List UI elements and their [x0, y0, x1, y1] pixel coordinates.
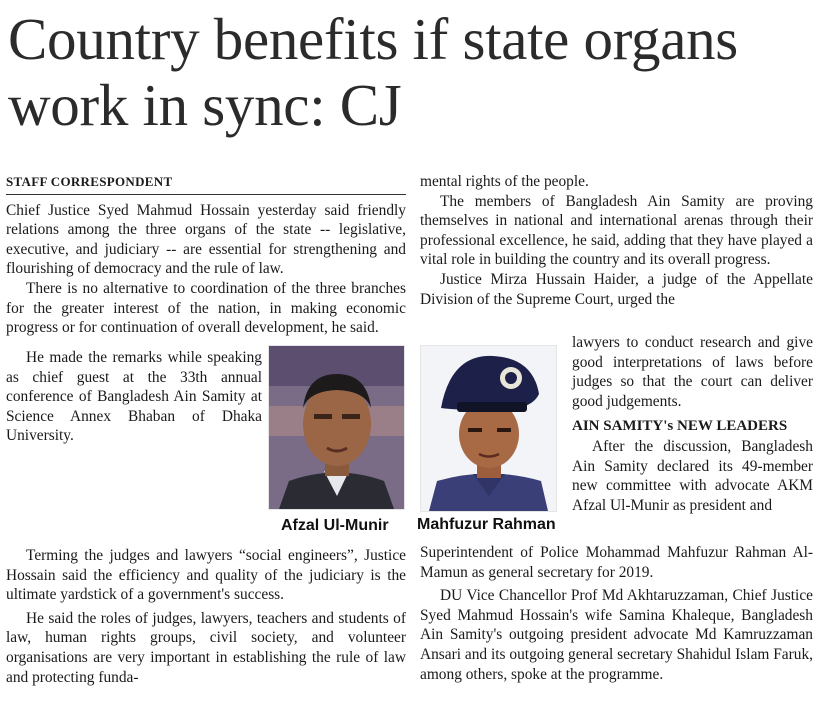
- article-column-2-wrap: [572, 333, 813, 515]
- paragraph: DU Vice Chancellor Prof Md Akhtaruzzaman, Chief Justice Syed Mahmud Hossain's wife Samina Khaleque, Bangladesh Ain Samity's outgoing president advocate Md Kamruzzaman Ansari and its outgoing general secretary Shahidul Islam Faruk, among others, spoke at the programme.: [420, 587, 813, 683]
- article-column-1-bottom: [6, 546, 406, 687]
- portrait-illustration: [269, 346, 404, 509]
- paragraph: [6, 279, 406, 338]
- byline: STAFF CORRESPONDENT: [6, 172, 406, 195]
- article-column-1-wrap: [6, 348, 262, 446]
- paragraph-text: There is no alternative to coordination of the three branches for the greater interest of the nation, in making economic progress or for continuation of overall development, he said.: [6, 279, 406, 337]
- paragraph: He said the roles of judges, lawyers, teachers and students of law, human rights groups, civil society, and volunteer organisations are very important in establishing the rule of law and protecting funda-: [6, 609, 406, 686]
- photo-caption: Afzal Ul-Munir: [281, 517, 389, 534]
- paragraph: Chief Justice Syed Mahmud Hossain yesterday said friendly relations among the three organs of the state -- legislative, executive, and judiciary -- are essential for strengthening and flourishing of democracy and the rule of law.: [6, 201, 406, 278]
- photo-caption: Mahfuzur Rahman: [417, 516, 556, 533]
- paragraph: mental rights of the people.: [420, 173, 589, 190]
- article-headline: Country benefits if state organs work in sync: CJ: [8, 6, 738, 138]
- paragraph: lawyers to conduct research and give good interpretations of laws before judges so that the court can deliver good judgements.: [572, 334, 813, 410]
- article-column-2-bottom: [420, 543, 813, 684]
- article-column-2: [420, 172, 813, 309]
- paragraph: Terming the judges and lawyers “social engineers”, Justice Hossain said the efficiency and quality of the judiciary is the ultimate yardstick of a government's success.: [6, 547, 406, 604]
- paragraph: He made the remarks while speaking as chief guest at the 33th annual conference of Bangladesh Ain Samity at Science Annex Bhaban of Dhaka University.: [6, 349, 262, 445]
- paragraph: After the discussion, Bangladesh Ain Samity declared its 49-member new committee with advocate AKM Afzal Ul-Munir as president and: [572, 437, 813, 514]
- photo-mahfuzur-rahman: [420, 345, 557, 512]
- paragraph: The members of Bangladesh Ain Samity are proving themselves in national and international arenas through their professional excellence, he said, adding that they have played a vital role in building the country and its overall progress.: [420, 192, 813, 269]
- photo-afzal-ul-munir: [268, 345, 405, 510]
- paragraph: Justice Mirza Hussain Haider, a judge of the Appellate Division of the Supreme Court, urged the: [420, 270, 813, 308]
- subheading: AIN SAMITY's NEW LEADERS: [572, 418, 788, 435]
- paragraph: Superintendent of Police Mohammad Mahfuzur Rahman Al-Mamun as general secretary for 2019.: [420, 544, 813, 581]
- portrait-illustration: [421, 346, 556, 511]
- article-column-1: [6, 172, 406, 338]
